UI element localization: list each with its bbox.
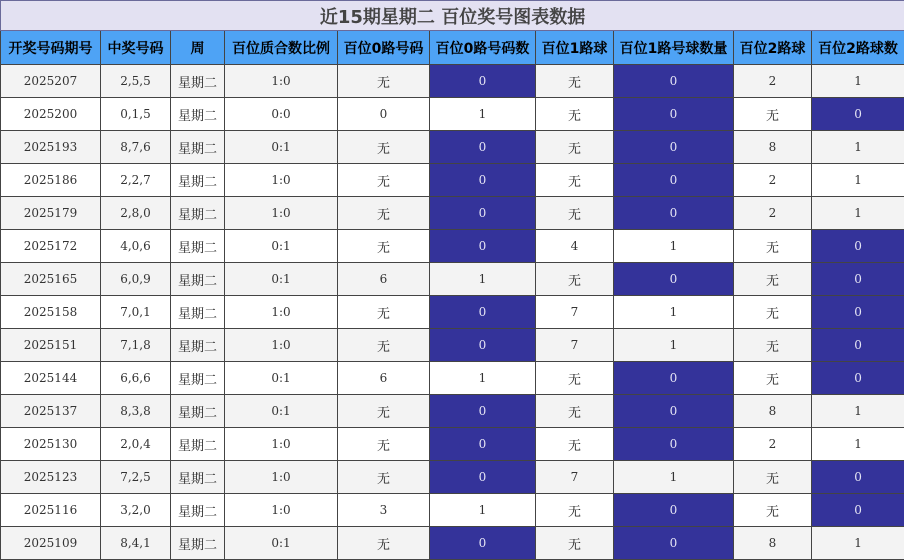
cell-route1-ball: 无	[536, 428, 614, 461]
cell-route1-ball: 4	[536, 230, 614, 263]
table-row	[1, 131, 904, 164]
cell-route1-count: 0	[614, 362, 734, 395]
cell-route0-number: 0	[338, 98, 430, 131]
cell-issue: 2025130	[1, 428, 101, 461]
cell-winning-numbers: 8,3,8	[101, 395, 171, 428]
cell-route2-count: 0	[812, 263, 904, 296]
table-row	[1, 428, 904, 461]
cell-route1-ball: 无	[536, 164, 614, 197]
cell-issue: 2025116	[1, 494, 101, 527]
cell-route0-count: 0	[430, 395, 536, 428]
cell-route0-count: 0	[430, 230, 536, 263]
cell-route2-count: 0	[812, 98, 904, 131]
cell-route1-ball: 无	[536, 527, 614, 560]
cell-winning-numbers: 7,0,1	[101, 296, 171, 329]
cell-route2-count: 0	[812, 296, 904, 329]
table-body	[1, 65, 904, 560]
cell-route0-number: 无	[338, 164, 430, 197]
cell-winning-numbers: 2,8,0	[101, 197, 171, 230]
cell-route1-count: 0	[614, 98, 734, 131]
cell-route1-ball: 无	[536, 65, 614, 98]
cell-route2-count: 0	[812, 494, 904, 527]
column-header-route1-ball: 百位1路球	[536, 31, 614, 65]
cell-prime-composite-ratio: 1:0	[225, 296, 338, 329]
table-row	[1, 296, 904, 329]
cell-route1-ball: 无	[536, 131, 614, 164]
table-row	[1, 362, 904, 395]
cell-winning-numbers: 2,5,5	[101, 65, 171, 98]
cell-route2-count: 0	[812, 362, 904, 395]
table-row	[1, 98, 904, 131]
cell-route0-count: 1	[430, 98, 536, 131]
cell-prime-composite-ratio: 0:0	[225, 98, 338, 131]
cell-issue: 2025158	[1, 296, 101, 329]
column-header-route2-count: 百位2路球数	[812, 31, 904, 65]
cell-winning-numbers: 8,4,1	[101, 527, 171, 560]
cell-route0-number: 3	[338, 494, 430, 527]
cell-route1-count: 1	[614, 461, 734, 494]
column-header-issue: 开奖号码期号	[1, 31, 101, 65]
cell-route2-ball: 无	[734, 296, 812, 329]
cell-issue: 2025179	[1, 197, 101, 230]
cell-winning-numbers: 6,0,9	[101, 263, 171, 296]
cell-route1-ball: 7	[536, 329, 614, 362]
cell-route2-count: 1	[812, 197, 904, 230]
cell-route2-count: 1	[812, 527, 904, 560]
cell-route2-ball: 8	[734, 527, 812, 560]
cell-route2-count: 0	[812, 461, 904, 494]
cell-weekday: 星期二	[171, 395, 225, 428]
cell-route2-ball: 2	[734, 197, 812, 230]
table-row	[1, 329, 904, 362]
cell-route1-count: 0	[614, 65, 734, 98]
cell-route1-ball: 7	[536, 296, 614, 329]
cell-issue: 2025123	[1, 461, 101, 494]
cell-route1-count: 0	[614, 494, 734, 527]
cell-prime-composite-ratio: 0:1	[225, 263, 338, 296]
cell-winning-numbers: 7,1,8	[101, 329, 171, 362]
cell-prime-composite-ratio: 1:0	[225, 428, 338, 461]
cell-route0-count: 0	[430, 428, 536, 461]
cell-winning-numbers: 0,1,5	[101, 98, 171, 131]
cell-route2-ball: 无	[734, 362, 812, 395]
table-title: 近15期星期二 百位奖号图表数据	[1, 1, 904, 31]
cell-route1-count: 0	[614, 164, 734, 197]
cell-weekday: 星期二	[171, 230, 225, 263]
cell-route0-number: 无	[338, 329, 430, 362]
cell-prime-composite-ratio: 1:0	[225, 197, 338, 230]
cell-route1-ball: 无	[536, 362, 614, 395]
cell-prime-composite-ratio: 0:1	[225, 527, 338, 560]
cell-route2-ball: 2	[734, 164, 812, 197]
cell-issue: 2025207	[1, 65, 101, 98]
cell-route0-number: 无	[338, 428, 430, 461]
cell-route1-count: 1	[614, 296, 734, 329]
cell-route2-count: 0	[812, 329, 904, 362]
cell-route0-count: 0	[430, 65, 536, 98]
cell-winning-numbers: 7,2,5	[101, 461, 171, 494]
cell-issue: 2025172	[1, 230, 101, 263]
cell-prime-composite-ratio: 1:0	[225, 164, 338, 197]
cell-route1-count: 1	[614, 329, 734, 362]
cell-weekday: 星期二	[171, 65, 225, 98]
table-row	[1, 494, 904, 527]
cell-winning-numbers: 8,7,6	[101, 131, 171, 164]
column-header-weekday: 周	[171, 31, 225, 65]
cell-route2-ball: 无	[734, 461, 812, 494]
cell-prime-composite-ratio: 1:0	[225, 494, 338, 527]
cell-route2-ball: 8	[734, 395, 812, 428]
cell-route1-ball: 无	[536, 395, 614, 428]
cell-route1-count: 1	[614, 230, 734, 263]
cell-route1-count: 0	[614, 197, 734, 230]
table-row	[1, 197, 904, 230]
cell-route0-count: 0	[430, 461, 536, 494]
cell-route2-ball: 无	[734, 98, 812, 131]
cell-winning-numbers: 2,0,4	[101, 428, 171, 461]
cell-weekday: 星期二	[171, 329, 225, 362]
cell-route1-ball: 无	[536, 263, 614, 296]
header-row	[1, 31, 904, 65]
cell-route0-count: 0	[430, 329, 536, 362]
table-row	[1, 164, 904, 197]
cell-route0-number: 无	[338, 131, 430, 164]
cell-route0-count: 1	[430, 263, 536, 296]
cell-issue: 2025151	[1, 329, 101, 362]
cell-route2-count: 1	[812, 131, 904, 164]
cell-route0-number: 无	[338, 65, 430, 98]
table-row	[1, 395, 904, 428]
cell-weekday: 星期二	[171, 494, 225, 527]
cell-prime-composite-ratio: 0:1	[225, 131, 338, 164]
cell-prime-composite-ratio: 0:1	[225, 395, 338, 428]
table-row	[1, 65, 904, 98]
cell-route0-number: 6	[338, 362, 430, 395]
cell-weekday: 星期二	[171, 527, 225, 560]
column-header-numbers: 中奖号码	[101, 31, 171, 65]
cell-weekday: 星期二	[171, 164, 225, 197]
cell-route2-ball: 无	[734, 230, 812, 263]
cell-issue: 2025165	[1, 263, 101, 296]
cell-route0-count: 0	[430, 296, 536, 329]
cell-route0-count: 0	[430, 131, 536, 164]
cell-winning-numbers: 6,6,6	[101, 362, 171, 395]
cell-route2-ball: 8	[734, 131, 812, 164]
cell-issue: 2025137	[1, 395, 101, 428]
column-header-route0-number: 百位0路号码	[338, 31, 430, 65]
column-header-ratio: 百位质合数比例	[225, 31, 338, 65]
cell-route2-count: 1	[812, 65, 904, 98]
cell-route2-ball: 2	[734, 428, 812, 461]
cell-route1-count: 0	[614, 428, 734, 461]
table-row	[1, 527, 904, 560]
cell-prime-composite-ratio: 1:0	[225, 329, 338, 362]
cell-route1-ball: 无	[536, 197, 614, 230]
cell-route1-count: 0	[614, 131, 734, 164]
column-header-route1-count: 百位1路号球数量	[614, 31, 734, 65]
cell-route1-ball: 无	[536, 98, 614, 131]
table-row	[1, 461, 904, 494]
cell-weekday: 星期二	[171, 362, 225, 395]
table-row	[1, 230, 904, 263]
cell-weekday: 星期二	[171, 296, 225, 329]
cell-winning-numbers: 3,2,0	[101, 494, 171, 527]
cell-weekday: 星期二	[171, 263, 225, 296]
cell-route0-count: 0	[430, 164, 536, 197]
column-header-route2-ball: 百位2路球	[734, 31, 812, 65]
cell-route2-ball: 无	[734, 494, 812, 527]
cell-prime-composite-ratio: 0:1	[225, 230, 338, 263]
cell-route1-count: 0	[614, 395, 734, 428]
cell-route2-count: 1	[812, 428, 904, 461]
cell-route2-count: 1	[812, 164, 904, 197]
cell-prime-composite-ratio: 0:1	[225, 362, 338, 395]
cell-route0-number: 无	[338, 230, 430, 263]
cell-route2-ball: 无	[734, 329, 812, 362]
cell-issue: 2025109	[1, 527, 101, 560]
cell-route2-count: 1	[812, 395, 904, 428]
cell-route0-count: 1	[430, 494, 536, 527]
cell-route0-number: 无	[338, 197, 430, 230]
cell-issue: 2025186	[1, 164, 101, 197]
cell-route0-number: 无	[338, 461, 430, 494]
cell-weekday: 星期二	[171, 197, 225, 230]
column-header-route0-count: 百位0路号码数	[430, 31, 536, 65]
cell-route0-number: 6	[338, 263, 430, 296]
cell-prime-composite-ratio: 1:0	[225, 65, 338, 98]
cell-weekday: 星期二	[171, 461, 225, 494]
cell-issue: 2025200	[1, 98, 101, 131]
cell-issue: 2025144	[1, 362, 101, 395]
cell-route0-number: 无	[338, 395, 430, 428]
cell-route0-count: 1	[430, 362, 536, 395]
cell-route0-number: 无	[338, 296, 430, 329]
cell-route1-ball: 7	[536, 461, 614, 494]
cell-weekday: 星期二	[171, 98, 225, 131]
cell-route1-count: 0	[614, 527, 734, 560]
cell-prime-composite-ratio: 1:0	[225, 461, 338, 494]
cell-route1-count: 0	[614, 263, 734, 296]
cell-route2-ball: 2	[734, 65, 812, 98]
cell-route2-ball: 无	[734, 263, 812, 296]
cell-route0-count: 0	[430, 197, 536, 230]
cell-winning-numbers: 4,0,6	[101, 230, 171, 263]
cell-issue: 2025193	[1, 131, 101, 164]
cell-route0-count: 0	[430, 527, 536, 560]
cell-route0-number: 无	[338, 527, 430, 560]
cell-weekday: 星期二	[171, 131, 225, 164]
table-row	[1, 263, 904, 296]
cell-route2-count: 0	[812, 230, 904, 263]
cell-weekday: 星期二	[171, 428, 225, 461]
cell-winning-numbers: 2,2,7	[101, 164, 171, 197]
cell-route1-ball: 无	[536, 494, 614, 527]
